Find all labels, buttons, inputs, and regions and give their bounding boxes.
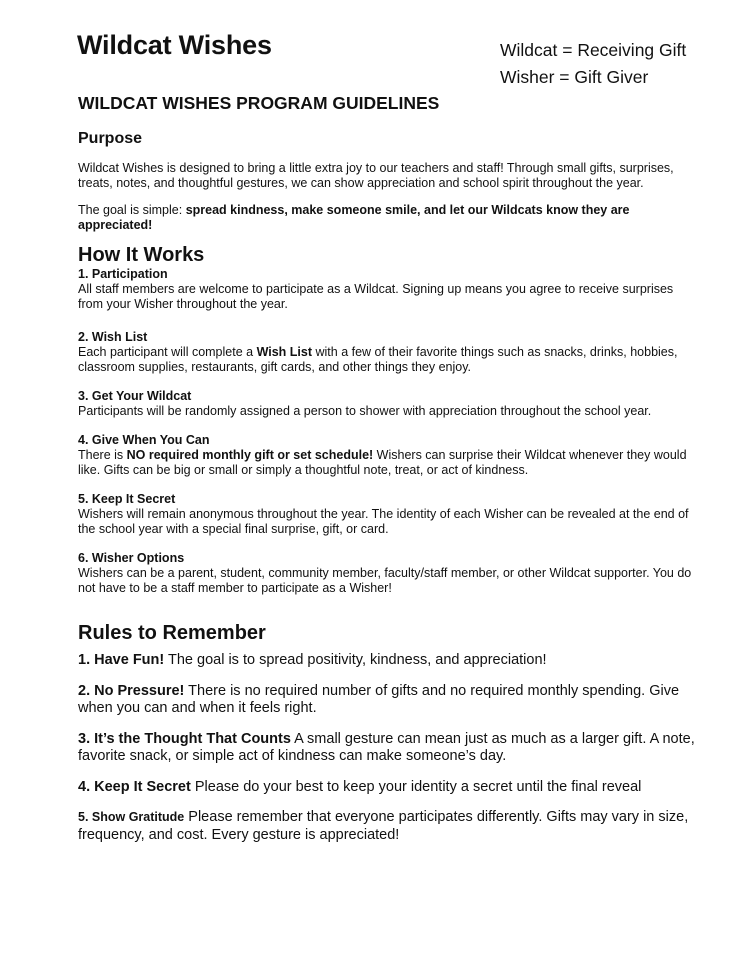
role-legend bbox=[500, 37, 686, 91]
step-wish-list bbox=[78, 330, 698, 375]
step-text-before: There is bbox=[78, 448, 127, 462]
rule-text: Please remember that everyone participates differently. Gifts may vary in size, frequency, and cost. Every gesture is appreciated! bbox=[78, 809, 689, 843]
goal-text bbox=[78, 203, 698, 233]
rule-item bbox=[78, 809, 698, 844]
step-keep-it-secret bbox=[78, 492, 698, 537]
step-title: 2. Wish List bbox=[78, 330, 148, 344]
step-participation bbox=[78, 267, 698, 312]
rule-item bbox=[78, 779, 698, 797]
step-text-before: Each participant will complete a bbox=[78, 345, 257, 359]
rule-title: 2. No Pressure! bbox=[78, 682, 185, 699]
step-title: 5. Keep It Secret bbox=[78, 492, 176, 506]
step-title: 4. Give When You Can bbox=[78, 433, 210, 447]
step-text-bold: NO required monthly gift or set schedule! bbox=[126, 448, 374, 462]
step-give-when-you-can bbox=[78, 433, 698, 478]
step-title: 1. Participation bbox=[78, 267, 168, 281]
rule-text: The goal is to spread positivity, kindness, and appreciation! bbox=[164, 652, 547, 668]
step-title: 6. Wisher Options bbox=[78, 551, 185, 565]
step-text: Wishers will remain anonymous throughout the year. The identity of each Wisher can be revealed at the end of the school year with a special final surprise, gift, or card. bbox=[78, 507, 689, 536]
page-title: Wildcat Wishes bbox=[77, 30, 272, 60]
step-text bbox=[78, 345, 698, 375]
step-text-after: with a few of their favorite things such as snacks, drinks, hobbies, classroom supplies, restaurants, gift cards, and other things they enjoy. bbox=[78, 345, 678, 374]
step-text: Wishers can be a parent, student, community member, faculty/staff member, or other Wildcat supporter. You do not have to be a staff member to participate as a Wisher! bbox=[78, 566, 692, 595]
step-text-bold: Wish List bbox=[256, 345, 313, 359]
step-title: 3. Get Your Wildcat bbox=[78, 389, 192, 403]
step-text-after: Wishers can surprise their Wildcat whenever they would like. Gifts can be big or small or simply a thoughtful note, treat, or act of kindness. bbox=[78, 448, 687, 477]
step-text: Participants will be randomly assigned a person to shower with appreciation throughout the school year. bbox=[78, 404, 652, 418]
rule-title: 1. Have Fun! bbox=[78, 652, 165, 668]
step-text bbox=[78, 448, 698, 478]
rules-heading: Rules to Remember bbox=[78, 622, 266, 644]
step-get-your-wildcat bbox=[78, 389, 698, 419]
rule-item bbox=[78, 683, 698, 718]
rule-text: There is no required number of gifts and no required monthly spending. Give when you can and when it feels right. bbox=[78, 682, 680, 716]
goal-prefix: The goal is simple: bbox=[78, 203, 186, 217]
rule-text: A small gesture can mean just as much as a larger gift. A note, favorite snack, or simple act of kindness can make someone’s day. bbox=[78, 730, 695, 764]
rule-title: 5. Show Gratitude bbox=[78, 810, 185, 824]
legend-wildcat: Wildcat = Receiving Gift bbox=[500, 40, 687, 60]
rule-item bbox=[78, 652, 698, 670]
how-it-works-heading: How It Works bbox=[78, 244, 205, 266]
purpose-text: Wildcat Wishes is designed to bring a little extra joy to our teachers and staff! Through small gifts, surprises, treats, notes, and thoughtful gestures, we can show appreciation and school spirit throughout the year. bbox=[78, 161, 674, 190]
rule-item bbox=[78, 731, 698, 766]
rule-text: Please do your best to keep your identity a secret until the final reveal bbox=[190, 778, 642, 795]
purpose-heading: Purpose bbox=[78, 130, 143, 147]
rule-title: 3. It’s the Thought That Counts bbox=[78, 730, 291, 747]
goal-bold: spread kindness, make someone smile, and let our Wildcats know they are appreciated! bbox=[78, 203, 630, 232]
document-body bbox=[78, 93, 698, 844]
guidelines-title: WILDCAT WISHES PROGRAM GUIDELINES bbox=[78, 93, 440, 113]
step-wisher-options bbox=[78, 551, 698, 596]
rule-title: 4. Keep It Secret bbox=[78, 778, 191, 795]
legend-wisher: Wisher = Gift Giver bbox=[500, 67, 649, 87]
step-text: All staff members are welcome to participate as a Wildcat. Signing up means you agree to receive surprises from your Wisher throughout the year. bbox=[78, 282, 674, 311]
